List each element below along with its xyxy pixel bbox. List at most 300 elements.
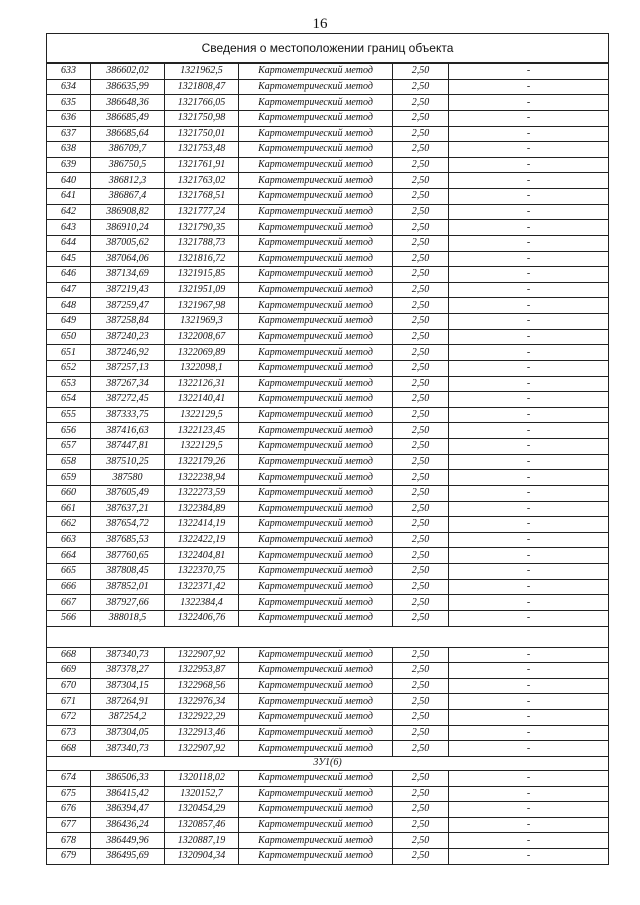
section-label: 3У1(6): [47, 756, 609, 770]
accuracy-cell: 2,50: [393, 157, 449, 173]
x-coordinate-cell: 386415,42: [91, 786, 165, 802]
table-row: [47, 314, 609, 330]
point-number-cell: 677: [47, 817, 91, 833]
method-cell: Картометрический метод: [239, 298, 393, 314]
method-cell: Картометрический метод: [239, 833, 393, 849]
point-number-cell: 673: [47, 725, 91, 741]
point-number-cell: 643: [47, 220, 91, 236]
table-row: [47, 110, 609, 126]
accuracy-cell: 2,50: [393, 95, 449, 111]
description-cell: -: [449, 647, 609, 663]
description-cell: -: [449, 79, 609, 95]
description-cell: -: [449, 298, 609, 314]
method-cell: Картометрический метод: [239, 517, 393, 533]
method-cell: Картометрический метод: [239, 204, 393, 220]
y-coordinate-cell: 1322414,19: [165, 517, 239, 533]
method-cell: Картометрический метод: [239, 439, 393, 455]
y-coordinate-cell: 1322129,5: [165, 407, 239, 423]
accuracy-cell: 2,50: [393, 439, 449, 455]
method-cell: Картометрический метод: [239, 267, 393, 283]
point-number-cell: 646: [47, 267, 91, 283]
description-cell: -: [449, 423, 609, 439]
accuracy-cell: 2,50: [393, 548, 449, 564]
point-number-cell: 662: [47, 517, 91, 533]
point-number-cell: 664: [47, 548, 91, 564]
y-coordinate-cell: 1321763,02: [165, 173, 239, 189]
method-cell: Картометрический метод: [239, 485, 393, 501]
y-coordinate-cell: 1322179,26: [165, 454, 239, 470]
accuracy-cell: 2,50: [393, 786, 449, 802]
method-cell: Картометрический метод: [239, 548, 393, 564]
table-row: [47, 770, 609, 786]
accuracy-cell: 2,50: [393, 678, 449, 694]
y-coordinate-cell: 1320857,46: [165, 817, 239, 833]
table-row: [47, 392, 609, 408]
method-cell: Картометрический метод: [239, 314, 393, 330]
y-coordinate-cell: 1322404,81: [165, 548, 239, 564]
description-cell: -: [449, 282, 609, 298]
point-number-cell: 672: [47, 710, 91, 726]
x-coordinate-cell: 387304,15: [91, 678, 165, 694]
method-cell: Картометрический метод: [239, 710, 393, 726]
description-cell: -: [449, 110, 609, 126]
method-cell: Картометрический метод: [239, 282, 393, 298]
method-cell: Картометрический метод: [239, 786, 393, 802]
y-coordinate-cell: 1320904,34: [165, 849, 239, 865]
y-coordinate-cell: 1320454,29: [165, 802, 239, 818]
y-coordinate-cell: 1321790,35: [165, 220, 239, 236]
table-row: [47, 802, 609, 818]
y-coordinate-cell: 1320887,19: [165, 833, 239, 849]
table-row: [47, 220, 609, 236]
y-coordinate-cell: 1321915,85: [165, 267, 239, 283]
description-cell: -: [449, 454, 609, 470]
description-cell: -: [449, 564, 609, 580]
accuracy-cell: 2,50: [393, 741, 449, 757]
x-coordinate-cell: 387416,63: [91, 423, 165, 439]
accuracy-cell: 2,50: [393, 345, 449, 361]
accuracy-cell: 2,50: [393, 470, 449, 486]
method-cell: Картометрический метод: [239, 849, 393, 865]
accuracy-cell: 2,50: [393, 579, 449, 595]
description-cell: -: [449, 329, 609, 345]
table-row: [47, 595, 609, 611]
accuracy-cell: 2,50: [393, 79, 449, 95]
point-number-cell: 670: [47, 678, 91, 694]
accuracy-cell: 2,50: [393, 142, 449, 158]
point-number-cell: 640: [47, 173, 91, 189]
point-number-cell: 675: [47, 786, 91, 802]
point-number-cell: 639: [47, 157, 91, 173]
table-row: [47, 360, 609, 376]
x-coordinate-cell: 386602,02: [91, 63, 165, 79]
point-number-cell: 641: [47, 189, 91, 205]
method-cell: Картометрический метод: [239, 329, 393, 345]
point-number-cell: 644: [47, 235, 91, 251]
description-cell: -: [449, 142, 609, 158]
section-label-row: [47, 756, 609, 770]
accuracy-cell: 2,50: [393, 833, 449, 849]
point-number-cell: 566: [47, 610, 91, 626]
x-coordinate-cell: 386685,49: [91, 110, 165, 126]
x-coordinate-cell: 387340,73: [91, 647, 165, 663]
accuracy-cell: 2,50: [393, 110, 449, 126]
table-row: [47, 741, 609, 757]
point-number-cell: 656: [47, 423, 91, 439]
table-row: [47, 251, 609, 267]
description-cell: -: [449, 725, 609, 741]
x-coordinate-cell: 386812,3: [91, 173, 165, 189]
table-row: [47, 579, 609, 595]
description-cell: -: [449, 548, 609, 564]
table-row: [47, 470, 609, 486]
x-coordinate-cell: 387447,81: [91, 439, 165, 455]
description-cell: -: [449, 376, 609, 392]
y-coordinate-cell: 1322140,41: [165, 392, 239, 408]
description-cell: -: [449, 741, 609, 757]
table-row: [47, 501, 609, 517]
method-cell: Картометрический метод: [239, 501, 393, 517]
accuracy-cell: 2,50: [393, 710, 449, 726]
y-coordinate-cell: 1322273,59: [165, 485, 239, 501]
point-number-cell: 634: [47, 79, 91, 95]
point-number-cell: 669: [47, 663, 91, 679]
table-row: [47, 694, 609, 710]
y-coordinate-cell: 1321750,98: [165, 110, 239, 126]
x-coordinate-cell: 387259,47: [91, 298, 165, 314]
table-row: [47, 329, 609, 345]
accuracy-cell: 2,50: [393, 126, 449, 142]
table-row: [47, 423, 609, 439]
point-number-cell: 647: [47, 282, 91, 298]
description-cell: -: [449, 485, 609, 501]
method-cell: Картометрический метод: [239, 454, 393, 470]
accuracy-cell: 2,50: [393, 235, 449, 251]
table-row: [47, 439, 609, 455]
method-cell: Картометрический метод: [239, 95, 393, 111]
description-cell: -: [449, 314, 609, 330]
table-row: [47, 376, 609, 392]
y-coordinate-cell: 1322384,4: [165, 595, 239, 611]
y-coordinate-cell: 1322907,92: [165, 647, 239, 663]
page-number: 16: [312, 16, 328, 32]
table-row: [47, 610, 609, 626]
x-coordinate-cell: 387333,75: [91, 407, 165, 423]
accuracy-cell: 2,50: [393, 817, 449, 833]
table-row: [47, 485, 609, 501]
accuracy-cell: 2,50: [393, 770, 449, 786]
accuracy-cell: 2,50: [393, 360, 449, 376]
point-number-cell: 667: [47, 595, 91, 611]
method-cell: Картометрический метод: [239, 79, 393, 95]
point-number-cell: 657: [47, 439, 91, 455]
y-coordinate-cell: 1321766,05: [165, 95, 239, 111]
y-coordinate-cell: 1321753,48: [165, 142, 239, 158]
table-row: [47, 817, 609, 833]
point-number-cell: 648: [47, 298, 91, 314]
accuracy-cell: 2,50: [393, 251, 449, 267]
accuracy-cell: 2,50: [393, 392, 449, 408]
x-coordinate-cell: 387654,72: [91, 517, 165, 533]
table-row: [47, 407, 609, 423]
table-row: [47, 157, 609, 173]
description-cell: -: [449, 392, 609, 408]
point-number-cell: 635: [47, 95, 91, 111]
point-number-cell: 638: [47, 142, 91, 158]
point-number-cell: 663: [47, 532, 91, 548]
x-coordinate-cell: 387510,25: [91, 454, 165, 470]
x-coordinate-cell: 387005,62: [91, 235, 165, 251]
y-coordinate-cell: 1322069,89: [165, 345, 239, 361]
y-coordinate-cell: 1322008,67: [165, 329, 239, 345]
x-coordinate-cell: 386750,5: [91, 157, 165, 173]
point-number-cell: 676: [47, 802, 91, 818]
x-coordinate-cell: 386867,4: [91, 189, 165, 205]
description-cell: -: [449, 360, 609, 376]
x-coordinate-cell: 386449,96: [91, 833, 165, 849]
table-row: [47, 79, 609, 95]
table-row: [47, 786, 609, 802]
accuracy-cell: 2,50: [393, 564, 449, 580]
x-coordinate-cell: 387267,34: [91, 376, 165, 392]
table-row: [47, 173, 609, 189]
description-cell: -: [449, 833, 609, 849]
point-number-cell: 651: [47, 345, 91, 361]
table-row: [47, 833, 609, 849]
method-cell: Картометрический метод: [239, 802, 393, 818]
description-cell: -: [449, 678, 609, 694]
description-cell: -: [449, 204, 609, 220]
accuracy-cell: 2,50: [393, 173, 449, 189]
point-number-cell: 660: [47, 485, 91, 501]
accuracy-cell: 2,50: [393, 204, 449, 220]
point-number-cell: 674: [47, 770, 91, 786]
x-coordinate-cell: 387246,92: [91, 345, 165, 361]
table-row: [47, 564, 609, 580]
point-number-cell: 659: [47, 470, 91, 486]
table-row: [47, 142, 609, 158]
x-coordinate-cell: 386635,99: [91, 79, 165, 95]
method-cell: Картометрический метод: [239, 678, 393, 694]
accuracy-cell: 2,50: [393, 376, 449, 392]
y-coordinate-cell: 1322907,92: [165, 741, 239, 757]
y-coordinate-cell: 1322123,45: [165, 423, 239, 439]
x-coordinate-cell: 386685,64: [91, 126, 165, 142]
x-coordinate-cell: 386506,33: [91, 770, 165, 786]
accuracy-cell: 2,50: [393, 423, 449, 439]
accuracy-cell: 2,50: [393, 595, 449, 611]
method-cell: Картометрический метод: [239, 564, 393, 580]
x-coordinate-cell: 387134,69: [91, 267, 165, 283]
method-cell: Картометрический метод: [239, 725, 393, 741]
description-cell: -: [449, 770, 609, 786]
point-number-cell: 633: [47, 63, 91, 79]
accuracy-cell: 2,50: [393, 517, 449, 533]
x-coordinate-cell: 387240,23: [91, 329, 165, 345]
x-coordinate-cell: 387257,13: [91, 360, 165, 376]
point-number-cell: 652: [47, 360, 91, 376]
table-row: [47, 454, 609, 470]
y-coordinate-cell: 1321808,47: [165, 79, 239, 95]
accuracy-cell: 2,50: [393, 63, 449, 79]
method-cell: Картометрический метод: [239, 360, 393, 376]
y-coordinate-cell: 1321969,3: [165, 314, 239, 330]
description-cell: -: [449, 694, 609, 710]
description-cell: -: [449, 610, 609, 626]
accuracy-cell: 2,50: [393, 532, 449, 548]
description-cell: -: [449, 663, 609, 679]
method-cell: Картометрический метод: [239, 63, 393, 79]
method-cell: Картометрический метод: [239, 595, 393, 611]
accuracy-cell: 2,50: [393, 329, 449, 345]
y-coordinate-cell: 1322098,1: [165, 360, 239, 376]
method-cell: Картометрический метод: [239, 579, 393, 595]
y-coordinate-cell: 1322370,75: [165, 564, 239, 580]
x-coordinate-cell: 387272,45: [91, 392, 165, 408]
y-coordinate-cell: 1322371,42: [165, 579, 239, 595]
y-coordinate-cell: 1322422,19: [165, 532, 239, 548]
accuracy-cell: 2,50: [393, 407, 449, 423]
y-coordinate-cell: 1322953,87: [165, 663, 239, 679]
description-cell: -: [449, 345, 609, 361]
y-coordinate-cell: 1321816,72: [165, 251, 239, 267]
accuracy-cell: 2,50: [393, 501, 449, 517]
description-cell: -: [449, 595, 609, 611]
boundary-coordinates-table: [46, 33, 609, 865]
section-label: [47, 626, 609, 647]
point-number-cell: 666: [47, 579, 91, 595]
method-cell: Картометрический метод: [239, 235, 393, 251]
y-coordinate-cell: 1321750,01: [165, 126, 239, 142]
description-cell: -: [449, 439, 609, 455]
table-row: [47, 345, 609, 361]
y-coordinate-cell: 1322913,46: [165, 725, 239, 741]
accuracy-cell: 2,50: [393, 663, 449, 679]
table-row: [47, 189, 609, 205]
x-coordinate-cell: 387580: [91, 470, 165, 486]
x-coordinate-cell: 387264,91: [91, 694, 165, 710]
table-title: Сведения о местоположении границ объекта: [47, 34, 609, 64]
description-cell: -: [449, 532, 609, 548]
y-coordinate-cell: 1322976,34: [165, 694, 239, 710]
method-cell: Картометрический метод: [239, 126, 393, 142]
table-row: [47, 298, 609, 314]
point-number-cell: 661: [47, 501, 91, 517]
table-row: [47, 548, 609, 564]
description-cell: -: [449, 157, 609, 173]
description-cell: -: [449, 407, 609, 423]
description-cell: -: [449, 470, 609, 486]
point-number-cell: 671: [47, 694, 91, 710]
point-number-cell: 668: [47, 647, 91, 663]
table-body: [47, 63, 609, 864]
x-coordinate-cell: 387340,73: [91, 741, 165, 757]
table-row: [47, 647, 609, 663]
y-coordinate-cell: 1322968,56: [165, 678, 239, 694]
method-cell: Картометрический метод: [239, 663, 393, 679]
point-number-cell: 658: [47, 454, 91, 470]
y-coordinate-cell: 1321768,51: [165, 189, 239, 205]
table-row: [47, 235, 609, 251]
table-row: [47, 267, 609, 283]
x-coordinate-cell: 386910,24: [91, 220, 165, 236]
point-number-cell: 653: [47, 376, 91, 392]
x-coordinate-cell: 387760,65: [91, 548, 165, 564]
table-row: [47, 517, 609, 533]
accuracy-cell: 2,50: [393, 694, 449, 710]
method-cell: Картометрический метод: [239, 392, 393, 408]
table-row: [47, 63, 609, 79]
method-cell: Картометрический метод: [239, 407, 393, 423]
description-cell: -: [449, 849, 609, 865]
table-row: [47, 532, 609, 548]
description-cell: -: [449, 802, 609, 818]
point-number-cell: 650: [47, 329, 91, 345]
x-coordinate-cell: 386648,36: [91, 95, 165, 111]
method-cell: Картометрический метод: [239, 647, 393, 663]
description-cell: -: [449, 817, 609, 833]
description-cell: -: [449, 267, 609, 283]
method-cell: Картометрический метод: [239, 157, 393, 173]
x-coordinate-cell: 387219,43: [91, 282, 165, 298]
y-coordinate-cell: 1321967,98: [165, 298, 239, 314]
accuracy-cell: 2,50: [393, 267, 449, 283]
method-cell: Картометрический метод: [239, 610, 393, 626]
description-cell: -: [449, 579, 609, 595]
section-separator-row: [47, 626, 609, 647]
y-coordinate-cell: 1322126,31: [165, 376, 239, 392]
point-number-cell: 668: [47, 741, 91, 757]
method-cell: Картометрический метод: [239, 189, 393, 205]
point-number-cell: 679: [47, 849, 91, 865]
x-coordinate-cell: 387927,66: [91, 595, 165, 611]
y-coordinate-cell: 1320118,02: [165, 770, 239, 786]
point-number-cell: 642: [47, 204, 91, 220]
point-number-cell: 678: [47, 833, 91, 849]
x-coordinate-cell: 386709,7: [91, 142, 165, 158]
y-coordinate-cell: 1320152,7: [165, 786, 239, 802]
point-number-cell: 655: [47, 407, 91, 423]
y-coordinate-cell: 1321951,09: [165, 282, 239, 298]
method-cell: Картометрический метод: [239, 110, 393, 126]
x-coordinate-cell: 386436,24: [91, 817, 165, 833]
method-cell: Картометрический метод: [239, 142, 393, 158]
method-cell: Картометрический метод: [239, 423, 393, 439]
method-cell: Картометрический метод: [239, 173, 393, 189]
y-coordinate-cell: 1322129,5: [165, 439, 239, 455]
accuracy-cell: 2,50: [393, 298, 449, 314]
description-cell: -: [449, 235, 609, 251]
y-coordinate-cell: 1321777,24: [165, 204, 239, 220]
description-cell: -: [449, 126, 609, 142]
method-cell: Картометрический метод: [239, 532, 393, 548]
method-cell: Картометрический метод: [239, 770, 393, 786]
method-cell: Картометрический метод: [239, 470, 393, 486]
method-cell: Картометрический метод: [239, 251, 393, 267]
x-coordinate-cell: 387605,49: [91, 485, 165, 501]
y-coordinate-cell: 1322406,76: [165, 610, 239, 626]
description-cell: -: [449, 95, 609, 111]
table-row: [47, 95, 609, 111]
description-cell: -: [449, 786, 609, 802]
accuracy-cell: 2,50: [393, 647, 449, 663]
y-coordinate-cell: 1321962,5: [165, 63, 239, 79]
x-coordinate-cell: 387852,01: [91, 579, 165, 595]
y-coordinate-cell: 1321788,73: [165, 235, 239, 251]
point-number-cell: 665: [47, 564, 91, 580]
x-coordinate-cell: 387064,06: [91, 251, 165, 267]
accuracy-cell: 2,50: [393, 610, 449, 626]
